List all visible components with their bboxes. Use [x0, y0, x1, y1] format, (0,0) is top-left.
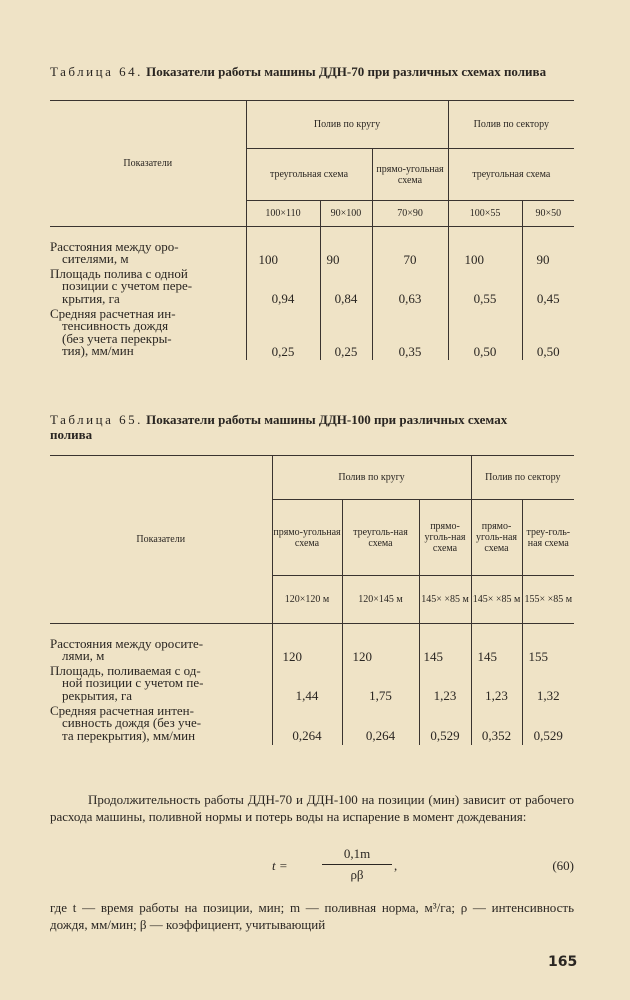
- table-cell: 90: [522, 241, 574, 268]
- table-cell: 0,529: [419, 705, 471, 745]
- table-row: [50, 705, 574, 745]
- table-row: [50, 241, 574, 268]
- table-cell: 155: [522, 638, 574, 665]
- row-label-line: ной позиции с учетом пе-: [62, 675, 204, 690]
- page-number: 165: [548, 954, 578, 970]
- table-cell: 0,63: [372, 268, 448, 308]
- row-label-line: позиции с учетом пере-: [62, 278, 193, 293]
- table-cell: 100: [448, 241, 522, 268]
- table65-header-sub: прямо-угольная схема: [272, 500, 342, 576]
- table-cell: 0,25: [320, 308, 372, 360]
- table-cell: 120: [342, 638, 419, 665]
- table65-label: Таблица 65.: [50, 412, 143, 427]
- table65-title: Показатели работы машины ДДН-100 при различных схемах полива: [50, 412, 508, 442]
- table-cell: 0,35: [372, 308, 448, 360]
- table64-title: Показатели работы машины ДДН-70 при различных схемах полива: [146, 64, 547, 79]
- table-row: [50, 638, 574, 665]
- table64-dim: 90×50: [522, 201, 574, 227]
- row-label-line: Расстояния между оросите-: [50, 635, 204, 651]
- table-cell: 145: [419, 638, 471, 665]
- table64-dim: 100×55: [448, 201, 522, 227]
- table65-dim: 120×145 м: [342, 576, 419, 624]
- table65-dim: 120×120 м: [272, 576, 342, 624]
- row-label-line: (без учета перекры-: [62, 330, 172, 346]
- row-label-line: Расстояния между оро-: [50, 238, 179, 254]
- row-label-line: лями, м: [62, 648, 105, 663]
- table-cell: 0,264: [342, 705, 419, 745]
- table64-header-sector: Полив по сектору: [448, 101, 574, 149]
- table64-header-indicators: Показатели: [50, 101, 246, 227]
- table65-dim: 155× ×85 м: [522, 576, 574, 624]
- table-cell: 90: [320, 241, 372, 268]
- table-row: [50, 308, 574, 360]
- formula-lhs: t =: [272, 858, 288, 873]
- equation-number: (60): [552, 858, 574, 873]
- formula-fraction: [322, 846, 392, 883]
- table64-header-triangular: треугольная схема: [246, 149, 372, 201]
- table-cell: 0,264: [272, 705, 342, 745]
- table64-label: Таблица 64.: [50, 64, 143, 79]
- formula-comma: ,: [394, 858, 398, 873]
- table65-header-sector: Полив по сектору: [471, 456, 574, 500]
- table-cell: 1,32: [522, 665, 574, 705]
- table-cell: 0,25: [246, 308, 320, 360]
- formula-denominator: ρβ: [350, 867, 364, 882]
- table65-header-sub: треуголь-ная схема: [342, 500, 419, 576]
- row-label-line: Площадь, поливаемая с од-: [50, 662, 201, 678]
- table-cell: 1,44: [272, 665, 342, 705]
- row-label-line: тенсивность дождя: [62, 318, 169, 333]
- table65-header-circle: Полив по кругу: [272, 456, 471, 500]
- row-label-line: рекрытия, га: [62, 687, 133, 703]
- table64-dim: 90×100: [320, 201, 372, 227]
- table65-header-sub: прямо-уголь-ная схема: [419, 500, 471, 576]
- table64-header-circle: Полив по кругу: [246, 101, 448, 149]
- table64-header-triangular-sector: треугольная схема: [448, 149, 574, 201]
- definitions-paragraph: где t — время работы на позиции, мин; m — поливная норма, м³/га; ρ — интенсивность дождя, мм/мин; β — коэффициент, учитывающий: [50, 900, 574, 932]
- table65-header-sub: прямо-уголь-ная схема: [471, 500, 522, 576]
- row-label-line: та перекрытия), мм/мин: [62, 727, 196, 743]
- table-cell: 0,352: [471, 705, 522, 745]
- table64: [50, 100, 574, 360]
- formula-60: [50, 846, 574, 890]
- table65-dim: 145× ×85 м: [471, 576, 522, 624]
- table-row: [50, 268, 574, 308]
- table-cell: 0,50: [448, 308, 522, 360]
- table-cell: 120: [272, 638, 342, 665]
- table-cell: 100: [246, 241, 320, 268]
- table64-caption: [50, 64, 580, 79]
- body-paragraph: Продолжительность работы ДДН-70 и ДДН-100 на позиции (мин) зависит от рабочего расхода машины, поливной нормы и потерь воды на испарение в момент дождевания:: [50, 792, 574, 824]
- table65-header-sub: треу-голь-ная схема: [522, 500, 574, 576]
- row-label-line: крытия, га: [62, 290, 120, 306]
- row-label-line: тия), мм/мин: [62, 343, 134, 358]
- table-cell: 0,94: [246, 268, 320, 308]
- table-row: [50, 665, 574, 705]
- table64-dim: 100×110: [246, 201, 320, 227]
- row-label-line: сителями, м: [62, 251, 129, 266]
- table-cell: 145: [471, 638, 522, 665]
- table-cell: 1,23: [419, 665, 471, 705]
- table64-dim: 70×90: [372, 201, 448, 227]
- table65-caption: [50, 412, 510, 442]
- table-cell: 1,23: [471, 665, 522, 705]
- row-label-line: сивность дождя (без уче-: [62, 715, 202, 730]
- row-label-line: Средняя расчетная ин-: [50, 305, 176, 321]
- table-cell: 70: [372, 241, 448, 268]
- table65-dim: 145× ×85 м: [419, 576, 471, 624]
- table65: [50, 455, 574, 745]
- table-cell: 0,45: [522, 268, 574, 308]
- table-cell: 0,50: [522, 308, 574, 360]
- table-cell: 0,55: [448, 268, 522, 308]
- table-cell: 1,75: [342, 665, 419, 705]
- row-label-line: Площадь полива с одной: [50, 265, 188, 281]
- table-cell: 0,84: [320, 268, 372, 308]
- table65-header-indicators: Показатели: [50, 456, 272, 624]
- formula-numerator: 0,1m: [322, 846, 392, 865]
- table64-header-rectangular: прямо-угольная схема: [372, 149, 448, 201]
- row-label-line: Средняя расчетная интен-: [50, 702, 194, 718]
- table-cell: 0,529: [522, 705, 574, 745]
